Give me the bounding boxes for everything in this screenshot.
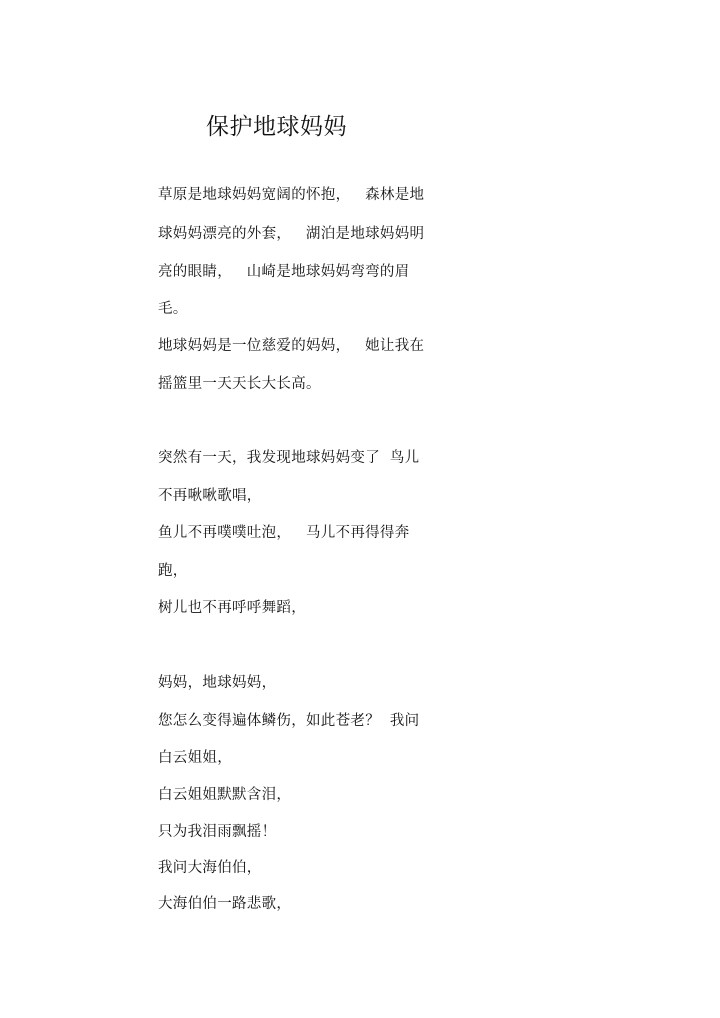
paragraph-line: 大海伯伯一路悲歌，: [158, 896, 292, 912]
paragraph-line: 球妈妈漂亮的外套， 湖泊是地球妈妈明: [158, 226, 425, 242]
paragraph-line: 跑，: [158, 563, 188, 579]
paragraph-line: 白云姐姐，: [158, 750, 232, 766]
paragraph-line: 地球妈妈是一位慈爱的妈妈， 她让我在: [158, 338, 425, 354]
document-title: 保护地球妈妈: [206, 114, 347, 140]
paragraph-line: 摇篮里一天天长大长高。: [158, 376, 321, 392]
paragraph-line: 白云姐姐默默含泪，: [158, 787, 292, 803]
paragraph-line: 只为我泪雨飘摇！: [158, 824, 277, 840]
paragraph-line: 不再啾啾歌唱，: [158, 488, 262, 504]
paragraph-line: 突然有一天，我发现地球妈妈变了 鸟儿: [158, 450, 420, 466]
paragraph-line: 亮的眼睛， 山崎是地球妈妈弯弯的眉: [158, 264, 410, 280]
paragraph-line: 树儿也不再呼呼舞蹈，: [158, 600, 306, 616]
paragraph-line: 妈妈，地球妈妈，: [158, 675, 277, 691]
paragraph-line: 您怎么变得遍体鳞伤，如此苍老？ 我问: [158, 713, 420, 729]
paragraph-line: 我问大海伯伯，: [158, 860, 262, 876]
paragraph-line: 毛。: [158, 301, 188, 317]
paragraph-line: 鱼儿不再噗噗吐泡， 马儿不再得得奔: [158, 525, 410, 541]
paragraph-line: 草原是地球妈妈宽阔的怀抱， 森林是地: [158, 187, 425, 203]
